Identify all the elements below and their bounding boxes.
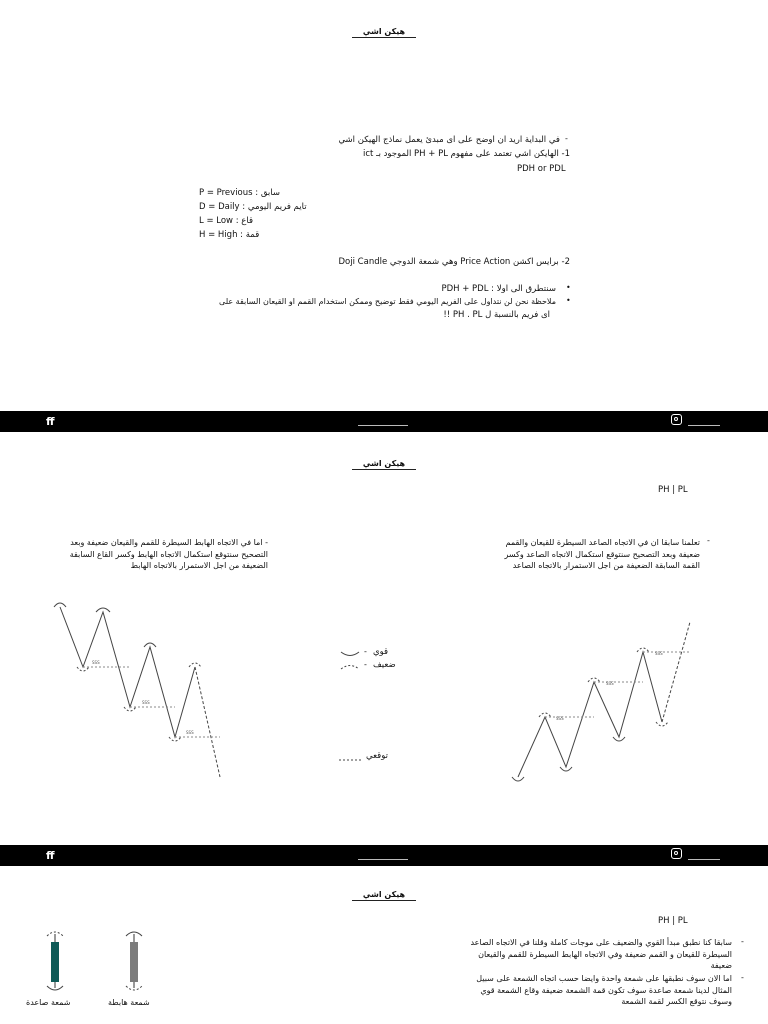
point-2: 2- برايس اكشن Price Action وهي شمعة الدوجي Doji Candle (338, 257, 570, 267)
sss-tag: SSS (606, 681, 614, 686)
sss-tag: SSS (556, 716, 564, 721)
page-2 (0, 432, 768, 845)
bullish-candle-diagram (45, 930, 65, 992)
downtrend-paragraph: - اما في الاتجاه الهابط السيطرة للقمم والقيعان ضعيفة وبعد التصحيح سنتوقع استكمال الاتجاه الهابط وكسر القاع السابقة الضعيفة من اجل الاستمرار بالاتجاه الهابط (69, 538, 268, 570)
bearish-candle-diagram (124, 930, 144, 992)
bullish-candle-label: شمعة صاعدة (26, 998, 71, 1007)
ph-pl-heading: PH | PL (658, 916, 688, 926)
legend-expected-swatch (339, 758, 363, 762)
single-candle-paragraph: اما الان سوف نطبقها على شمعة واحدة وايضا حسب اتجاه الشمعة على سبيل المثال لدينا شمعة صاعدة سوف تكون قمة الشمعة ضعيفة وقاع الشمعة قوي وسوف نتوقع الكسر لقمة الشمعة (476, 974, 732, 1006)
divider-line (688, 859, 720, 860)
bullet-note-a: ملاحظة نحن لن نتداول على الفريم اليومي فقط توضيح وممكن استخدام القمم او القيعان السابقة على (219, 297, 556, 306)
page-3 (0, 866, 768, 1024)
sss-tag: SSS (142, 700, 150, 705)
uptrend-paragraph: تعلمنا سابقا ان في الاتجاه الصاعد السيطرة للقيعان والقمم ضعيفة وبعد التصحيح سنتوقع استكمال الاتجاه الصاعد وكسر القمة السابقة الضعيفة من اجل الاستمرار بالاتجاه الصاعد (504, 538, 700, 570)
dash-marker: - (707, 536, 710, 545)
page-title: هيكن اشي (352, 459, 416, 470)
legend-expected: توقعي (366, 751, 389, 761)
dash-marker: - (741, 973, 744, 982)
dash-marker: - (364, 647, 367, 656)
bullet-dot: • (566, 296, 571, 305)
uptrend-wave-diagram (512, 612, 702, 792)
bearish-candle-label: شمعة هابطة (108, 998, 150, 1007)
bullet-note-b: اى فريم بالنسبة ل PH . PL !! (443, 310, 550, 320)
instagram-icon[interactable] (671, 848, 682, 859)
definition-low: L = Low : قاع (199, 216, 254, 226)
pdh-pdl-label: PDH or PDL (517, 164, 566, 174)
footer-bar (0, 845, 768, 866)
legend-weak-swatch (340, 663, 360, 671)
dash-marker: - (565, 134, 568, 143)
point-1: 1- الهايكن اشي تعتمد على مفهوم PH + PL الموجود بـ ict (363, 149, 570, 159)
divider-line (688, 425, 720, 426)
ph-pl-heading: PH | PL (658, 485, 688, 495)
candle-concept-paragraph: سابقا كنا نطبق مبدأ القوي والضعيف على موجات كاملة وقلنا في الاتجاه الصاعد السيطرة للقيعان و القمم ضعيفة وفي الاتجاه الهابط السيطرة للقمم والقيعان ضعيفة (470, 938, 732, 970)
legend-strong-swatch (340, 650, 360, 658)
page-title: هيكن اشي (352, 890, 416, 901)
sss-tag: SSS (655, 651, 663, 656)
legend-strong: قوي (373, 647, 389, 657)
bullet-dot: • (566, 283, 571, 292)
definition-daily: D = Daily : تايم فريم اليومي (199, 202, 307, 212)
brand-logo-icon: ff (46, 415, 54, 428)
intro-line: في البداية اريد ان اوضح على اى مبدئ يعمل نماذج الهيكن اشي (338, 135, 560, 145)
legend-weak: ضعيف (373, 660, 396, 670)
divider-line (358, 425, 408, 426)
footer-bar (0, 411, 768, 432)
dash-marker: - (364, 660, 367, 669)
brand-logo-icon: ff (46, 849, 54, 862)
page-title: هيكن اشي (352, 27, 416, 38)
divider-line (358, 859, 408, 860)
bullet-pdh-pdl: سنتطرق الى اولا : PDH + PDL (441, 284, 556, 294)
page-1 (0, 0, 768, 411)
sss-tag: SSS (186, 730, 194, 735)
instagram-icon[interactable] (671, 414, 682, 425)
definition-high: H = High : قمة (199, 230, 260, 240)
definition-previous: P = Previous : سابق (199, 188, 281, 198)
downtrend-wave-diagram (50, 597, 230, 777)
dash-marker: - (741, 937, 744, 946)
sss-tag: SSS (92, 660, 100, 665)
